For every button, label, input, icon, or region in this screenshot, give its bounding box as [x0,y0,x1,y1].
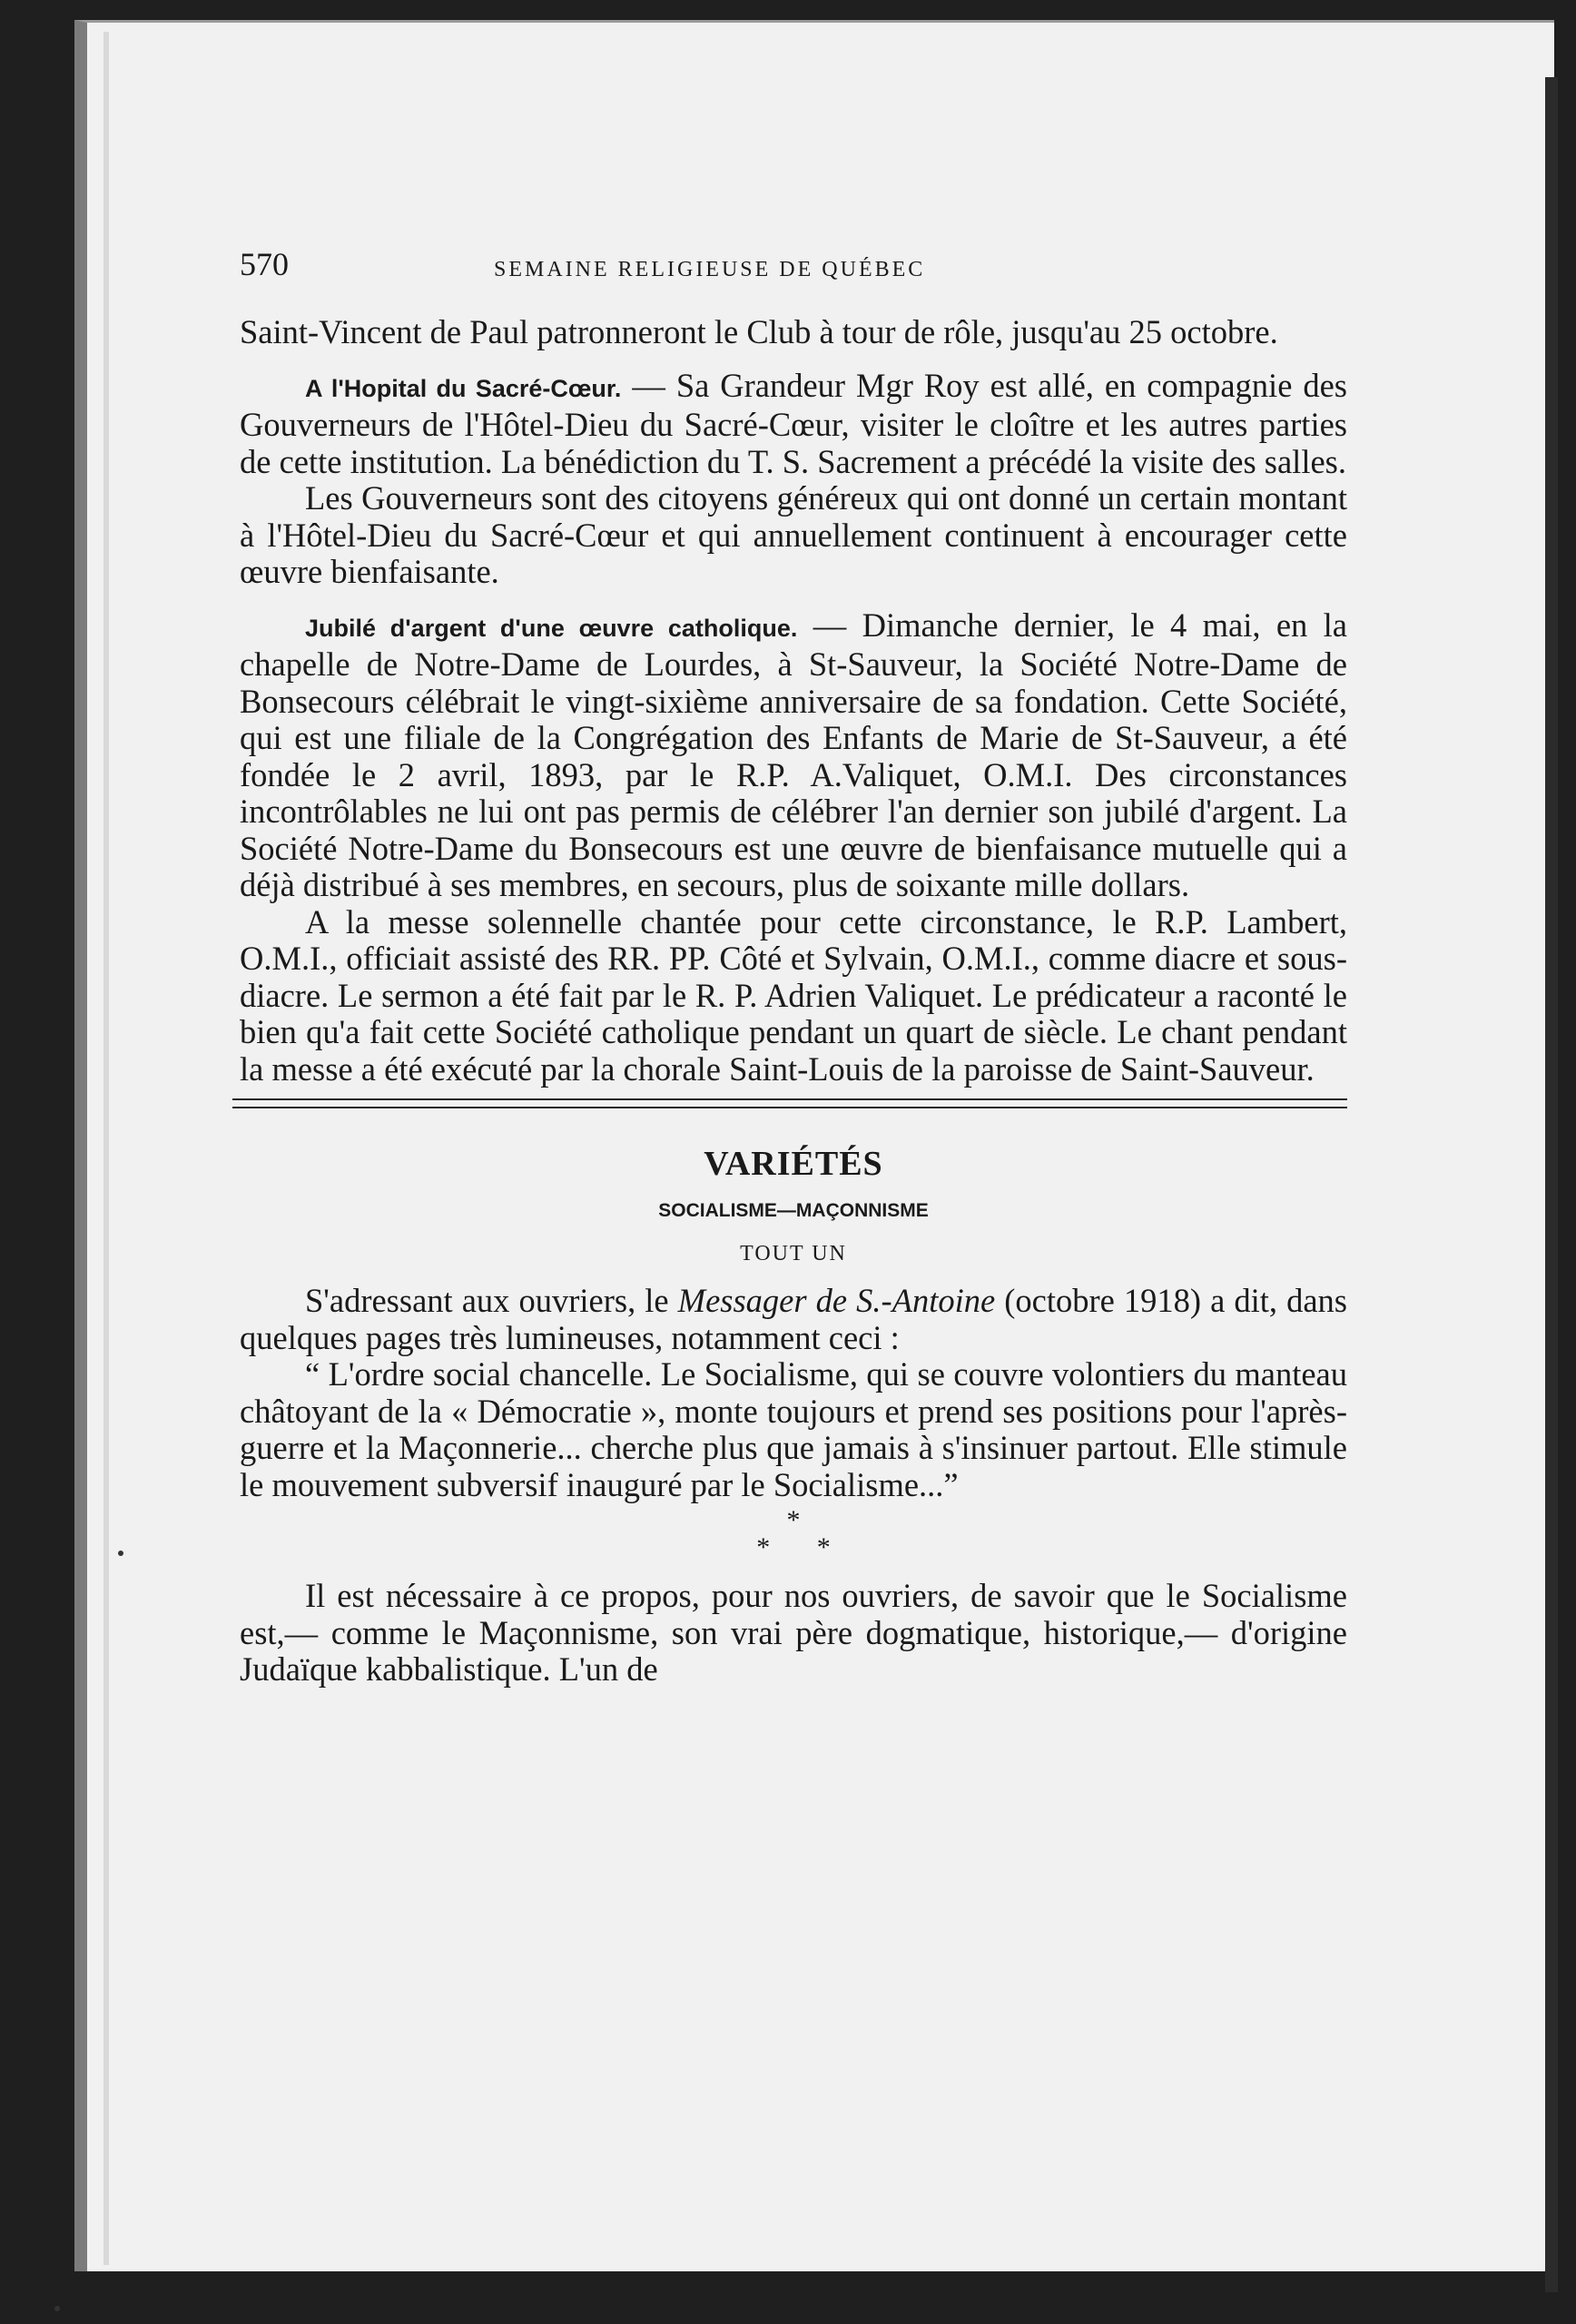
paragraph-body-jubile: — Dimanche dernier, le 4 mai, en la chapelle de Notre-Dame de Lourdes, à St-Sauveur, la Société Notre-Dame de Bonsecours célébrait le vingt-sixième anniversaire de sa fondation. Cette Société, qui est une filiale de la Congrégation des Enfants de Marie de St-Sauveur, a été fondée le 2 avril, 1893, par le R.P. A.Valiquet, O.M.I. Des circonstances incontrôlables ne lui ont pas permis de célébrer l'an dernier son jubilé d'argent. La Société Notre-Dame du Bonsecours est une œuvre de bienfaisance mutuelle qui a déjà distribué à ses membres, en secours, plus de soixante mille dollars. [240,606,1348,903]
section-title: VARIÉTÉS [704,1145,883,1183]
paragraph-lead-hopital: A l'Hopital du Sacré-Cœur. [305,374,622,402]
running-head [240,245,1347,290]
paragraph-messager-after: (octobre 1918) a dit, dans quelques pages très lumineuses, notamment ceci : [240,1282,1347,1356]
paragraph-jubile [240,607,1347,904]
scan-speck [118,1551,123,1556]
paragraph-socialisme: Il est nécessaire à ce propos, pour nos ouvriers, de savoir que le Socialisme est,— comme le Maçonnisme, son vrai père dogmatique, historique,— d'origine Judaïque kabbalistique. L'un de [240,1577,1347,1688]
paragraph-messe: A la messe solennelle chantée pour cette circonstance, le R.P. Lambert, O.M.I., officiait assisté des RR. PP. Côté et Sylvain, O.M.I., comme diacre et sous-diacre. Le sermon a été fait par le R. P. Adrien Valiquet. Le prédicateur a raconté le bien qu'a fait cette Société catholique pendant un quart de siècle. Le chant pendant la messe a été exécuté par la chorale Saint-Louis de la paroisse de Saint-Sauveur. [240,902,1347,1088]
article-body [240,314,1347,1689]
section-divider [240,1098,1347,1111]
publication-title: Messager de S.-Antoine [677,1282,996,1319]
paragraph-messager-before: S'adressant aux ouvriers, le [305,1282,678,1319]
paragraph-hopital [240,368,1347,481]
paragraph-continuation: Saint-Vincent de Paul patronneront le Club à tour de rôle, jusqu'au 25 octobre. [240,313,1278,350]
paragraph-gouverneurs: Les Gouverneurs sont des citoyens généreux qui ont donné un certain montant à l'Hôtel-Dieu du Sacré-Cœur et qui annuellement continuent à encourager cette œuvre bienfaisante. [240,479,1347,590]
paragraph-body-hopital: — Sa Grandeur Mgr Roy est allé, en compagnie des Gouverneurs de l'Hôtel-Dieu du Sacré-Cœur, visiter le cloître et les autres parties de cette institution. La bénédiction du T. S. Sacrement a précédé la visite des salles. [240,366,1347,480]
asterism [240,1507,1347,1561]
paragraph-messager [240,1283,1347,1356]
spacer [240,591,1347,607]
section-subtitle: SOCIALISME—MAÇONNISME [658,1200,929,1221]
section-subtitle-secondary: TOUT UN [740,1242,847,1265]
asterism-bottom: * * [756,1532,851,1562]
spacer [240,351,1347,368]
quotation: “ L'ordre social chancelle. Le Socialisme, qui se couvre volontiers du manteau châtoyant de la « Démocratie », monte toujours et prend ses positions pour l'après-guerre et la Maçonnerie... cherche plus que jamais à s'insinuer partout. Elle stimule le mouvement subversif inauguré par le Socialisme...” [240,1355,1347,1503]
paragraph-lead-jubile: Jubilé d'argent d'une œuvre catholique. [305,614,798,642]
adjacent-page-edge [1545,77,1558,2292]
page-edge-shadow [103,32,109,2265]
page-number: 570 [240,246,289,282]
journal-title: SEMAINE RELIGIEUSE DE QUÉBEC [494,258,926,281]
spacer [240,1266,1347,1283]
scan-speck [54,2306,60,2311]
asterism-top: * [786,1505,801,1535]
